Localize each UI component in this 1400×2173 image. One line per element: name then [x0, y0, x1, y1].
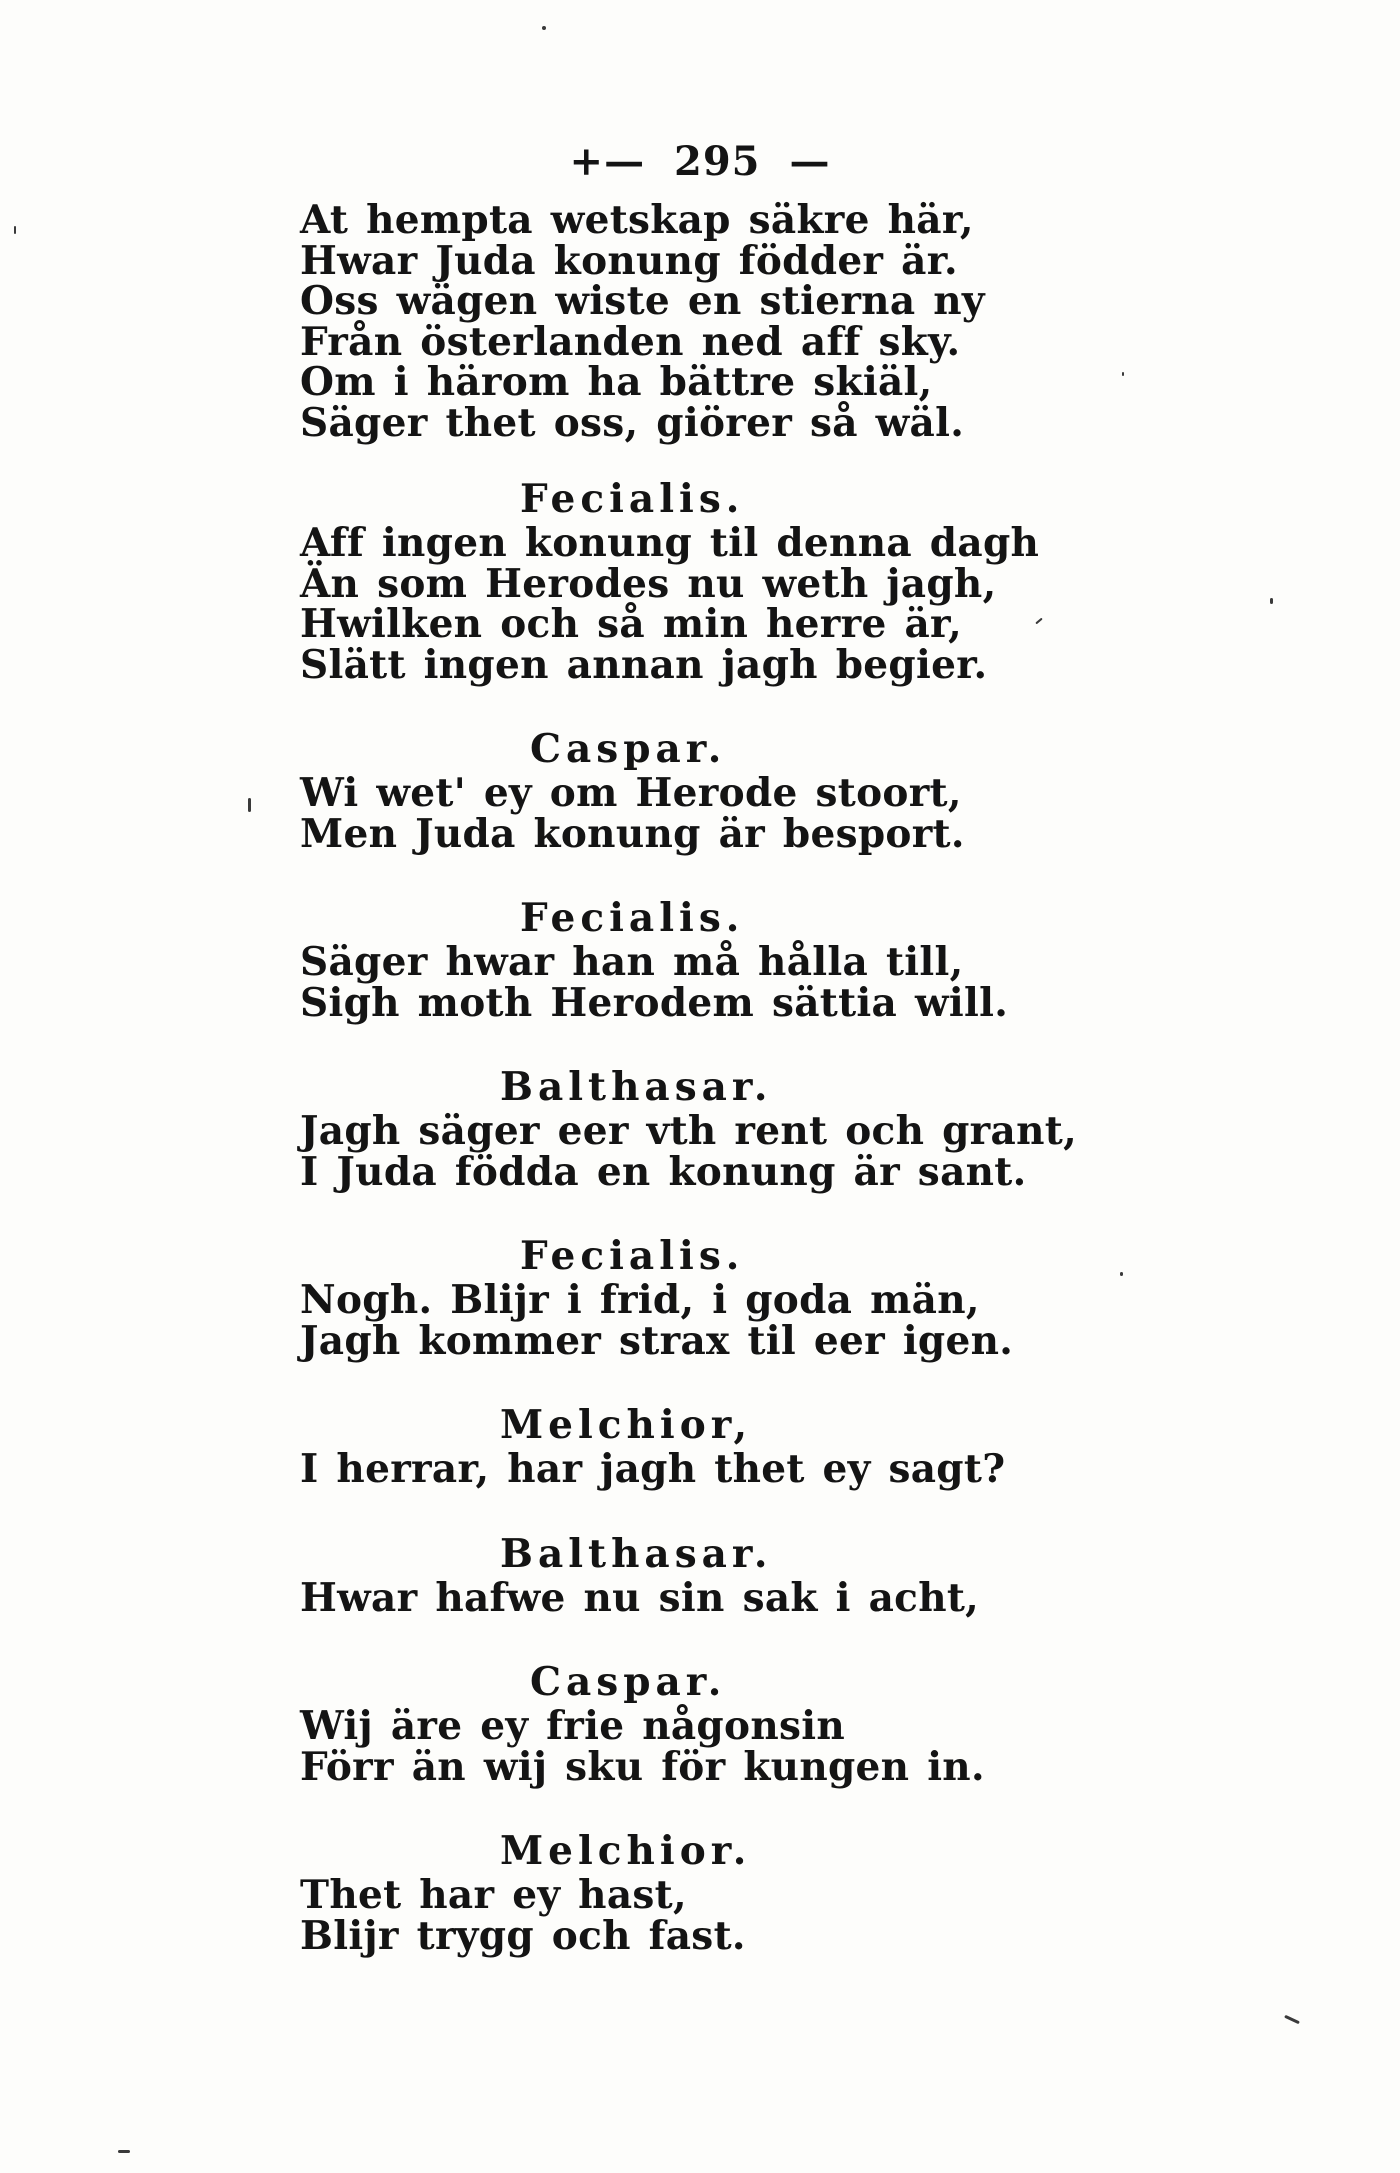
opening-stanza [300, 197, 985, 446]
verse-line: Jagh säger eer vth rent och grant, [300, 1108, 1077, 1154]
verse-line: Än som Herodes nu weth jagh, [300, 560, 997, 607]
scan-speck [1035, 618, 1042, 625]
speech-block [300, 476, 1040, 688]
speaker-name: Fecialis. [520, 476, 745, 522]
verse-line: Thet har ey hast, [300, 1872, 687, 1918]
verse-line: Wij äre ey frie någonsin [300, 1703, 845, 1749]
verse-line: Förr än wij sku för kungen in. [300, 1743, 985, 1790]
verse-line: Sigh moth Herodem sättia will. [300, 979, 1009, 1026]
speaker-name: Melchior, [500, 1402, 753, 1448]
speaker-name: Balthasar. [500, 1064, 773, 1110]
speech-block [300, 1659, 985, 1790]
verse-line: Blijr trygg och fast. [300, 1912, 746, 1959]
speech-block [300, 1530, 980, 1621]
speech-block [300, 1402, 1006, 1492]
verse-line: Säger thet oss, giörer så wäl. [300, 399, 965, 446]
verse-line: Hwilken och så min herre är, [300, 601, 962, 647]
verse-line: Nogh. Blijr i frid, i goda män, [300, 1277, 980, 1323]
verse-line: Aff ingen konung til denna dagh [300, 520, 1040, 566]
verse-line: Säger hwar han må hålla till, [300, 939, 964, 985]
scan-speck [1270, 598, 1273, 604]
scan-speck [1284, 2015, 1300, 2024]
speech-block [300, 895, 1009, 1026]
speaker-name: Balthasar. [500, 1530, 773, 1577]
verse-line: Hwar Juda konung födder är. [300, 237, 958, 284]
speaker-name: Caspar. [530, 726, 727, 772]
verse-line: Jagh kommer strax til eer igen. [300, 1317, 1014, 1364]
scan-speck [1122, 372, 1124, 376]
speaker-name: Fecialis. [520, 895, 745, 941]
scan-speck [118, 2150, 130, 2153]
verse-line: I Juda födda en konung är sant. [300, 1148, 1027, 1195]
page-number-dash-left: +— [569, 138, 646, 185]
speech-block [300, 1828, 920, 1959]
verse-line: Men Juda konung är besport. [300, 810, 965, 857]
speaker-name: Caspar. [530, 1659, 727, 1705]
scan-speck [1120, 1272, 1123, 1276]
verse-line: Hwar hafwe nu sin sak i acht, [300, 1574, 980, 1621]
verse-text [300, 197, 1077, 1959]
speech-block [300, 726, 965, 857]
page-number-dash-right: — [789, 138, 831, 185]
verse-line: Slätt ingen annan jagh begier. [300, 641, 988, 688]
scan-speck [14, 226, 16, 234]
verse-line: At hempta wetskap säkre här, [300, 197, 974, 243]
verse-line: Från österlanden ned aff sky. [300, 318, 961, 365]
verse-line: Wi wet' ey om Herode stoort, [300, 770, 962, 816]
verse-line: Om i härom ha bättre skiäl, [300, 359, 933, 405]
speech-block [300, 1233, 1014, 1364]
speaker-name: Fecialis. [520, 1233, 745, 1279]
scan-speck [248, 798, 251, 812]
speech-block [300, 1064, 1077, 1195]
scan-speck [542, 26, 546, 30]
speaker-name: Melchior. [500, 1828, 752, 1874]
verse-line: I herrar, har jagh thet ey sagt? [300, 1446, 1006, 1492]
verse-line: Oss wägen wiste en stierna ny [300, 278, 985, 324]
page-number: 295 [674, 138, 761, 185]
page-number-header [0, 138, 1400, 185]
